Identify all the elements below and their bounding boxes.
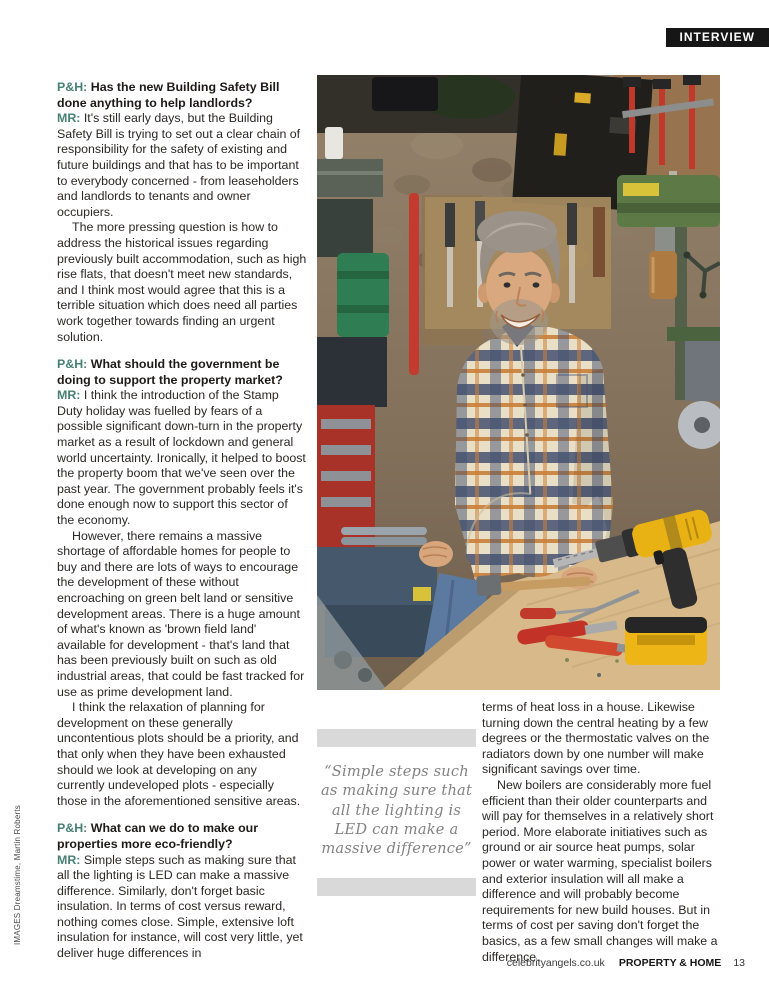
quote-divider-bottom (317, 878, 476, 896)
answer-text: Simple steps such as making sure that all the lighting is LED can make a massive difference. Similarly, don't forget basic insulation. In terms of cost versus reward, nothing comes close. Simple, extensive loft insulation for instance, will cost very little, yet deliver huge differences in (57, 852, 303, 961)
left-hand (419, 541, 453, 567)
martin-roberts-photo-illustration (317, 75, 720, 690)
workshop-photo (317, 75, 720, 690)
footer-site: celebrityangels.co.uk (506, 957, 605, 969)
question (57, 821, 307, 852)
answer-paragraph: However, there remains a massive shortage of affordable homes for people to buy and there are lots of ways to encourage the development of these without encroaching on green belt land or sensitive development areas. There is a huge amount of what's known as 'brown field land' available for development - that's land that has been previously built on such as old industrial areas, that could be fast tracked for use as prime development land. (57, 528, 305, 699)
quote-divider-top (317, 729, 476, 747)
interviewer-label: P&H: (57, 80, 88, 94)
footer-page-number: 13 (733, 957, 745, 969)
qa-block (57, 80, 307, 345)
pull-quote (317, 729, 476, 896)
interviewer-label: P&H: (57, 821, 88, 836)
question-text: What can we do to make our properties more eco-friendly? (57, 821, 259, 851)
answer-paragraph (57, 388, 307, 528)
question-text: Has the new Building Safety Bill done anything to help landlords? (57, 80, 280, 110)
answer-paragraph: The more pressing question is how to address the historical issues regarding previously built accommodation, such as high rise flats, that doesn't meet new standards, and I think most would agree that this is a terrible situation which does need all parties work together towards finding an urgent solution. (57, 220, 307, 344)
answer-text: I think the introduction of the Stamp Duty holiday was fuelled by fears of a possible significant down-turn in the property market as a result of lockdown and general world uncertainty. Ironically, it helped to boost the property boom that we've seen over the past year. The government probably feels it's done enough now to support this sector of the economy. (57, 388, 306, 528)
question-text: What should the government be doing to support the property market? (57, 357, 283, 387)
footer-magazine: PROPERTY & HOME (618, 957, 722, 969)
answer-paragraph: I think the relaxation of planning for development on these generally uncontentious plots should be a priority, and that only when they have been exhausted should we look at developing on any currently undeveloped plots - especially those in the aforementioned sensitive areas. (57, 700, 301, 808)
interviewee-label: MR: (57, 388, 81, 403)
interviewee-label: MR: (57, 111, 81, 126)
answer-paragraph (57, 111, 307, 220)
left-column (57, 80, 307, 962)
question (57, 80, 307, 111)
section-badge: INTERVIEW (666, 28, 769, 47)
interviewee-label: MR: (57, 852, 81, 867)
question (57, 357, 307, 388)
answer-text: It's still early days, but the Building Safety Bill is trying to set out a clear chain of responsibility for the safety of existing and future buildings and that has to be important to everybody concerned - from leaseholders and landlords to tenants and owner occupiers. (57, 111, 301, 219)
continuation-paragraph: New boilers are considerably more fuel efficient than their older counterparts and will pay for themselves in a relatively short period. More elaborate initiatives such as ground or air source heat pumps, solar power or water warming, specialist boilers and exterior insulation will all make a difference and will probably become requirements for new build houses. But in terms of cost per saving don't forget the basics, as a few small changes will make a difference. (482, 777, 718, 964)
drill-battery (625, 617, 707, 665)
answer-paragraph (57, 853, 307, 962)
image-credit: IMAGES Dreamstime, Martin Roberts (13, 805, 22, 945)
qa-block (57, 821, 307, 961)
page-footer (507, 957, 745, 969)
continuation-paragraph: terms of heat loss in a house. Likewise turning down the central heating by a few degrees or the thermostatic valves on the radiators down by one number will make significant savings over time. (482, 700, 710, 777)
pull-quote-text: “Simple steps such as making sure that all the lighting is LED can make a massive difference” (320, 763, 473, 858)
qa-block (57, 357, 307, 809)
interviewer-label: P&H: (57, 357, 88, 372)
right-column (482, 700, 722, 965)
